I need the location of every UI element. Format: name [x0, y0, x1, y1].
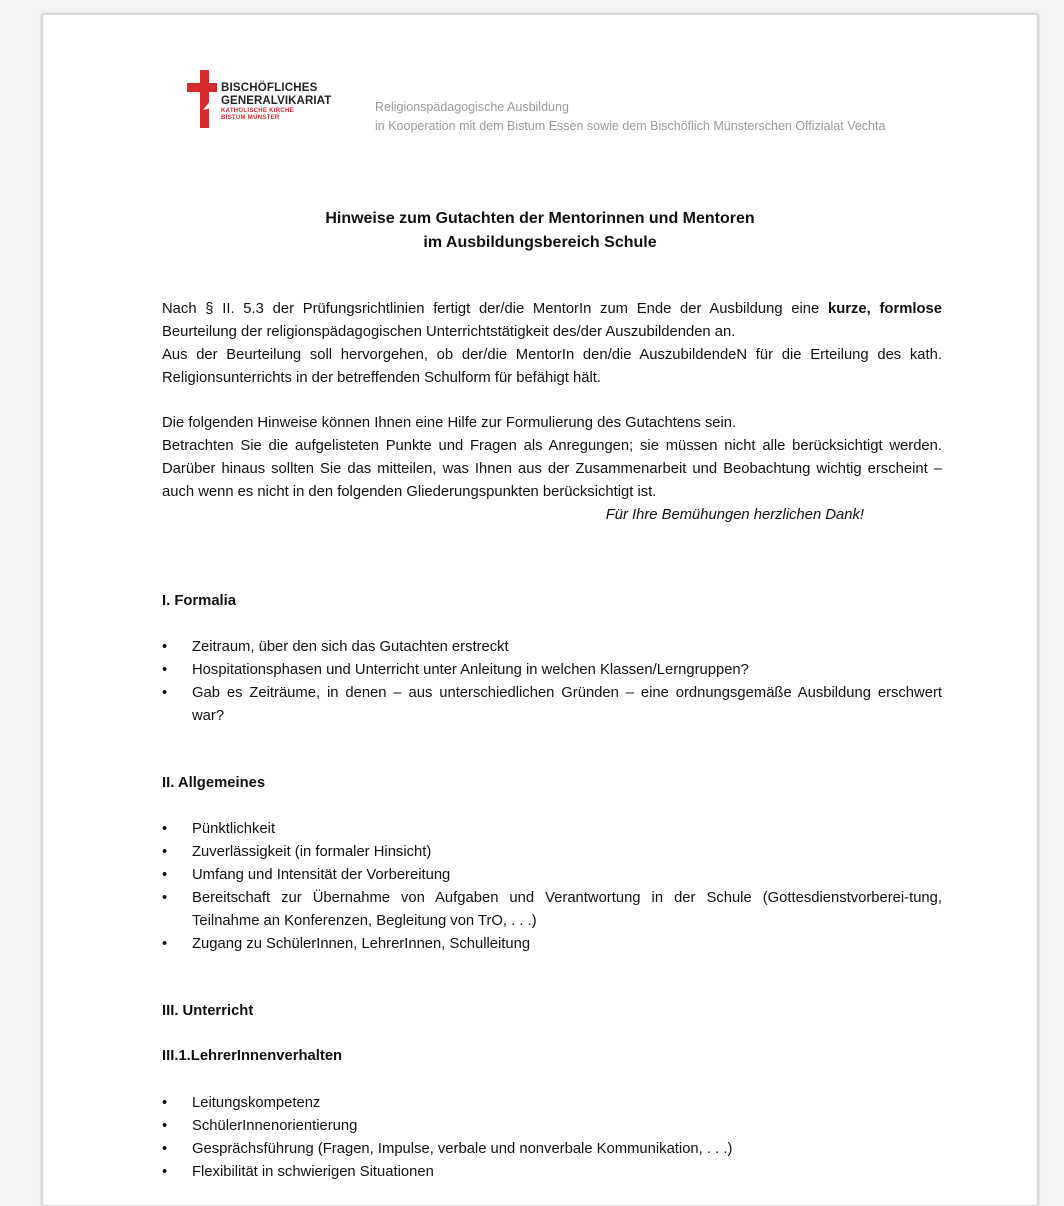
- intro-paragraph-1: [162, 298, 942, 344]
- header-line-1: Religionspädagogische Ausbildung: [375, 100, 569, 114]
- header-line-2: in Kooperation mit dem Bistum Essen sowie dem Bischöflich Münsterschen Offizialat Vechta: [375, 119, 886, 133]
- list-item-text: Pünktlichkeit: [192, 821, 276, 837]
- header-text: [375, 98, 885, 136]
- logo-line-4: BISTUM MÜNSTER: [221, 115, 280, 121]
- unterricht-list: [162, 1092, 942, 1184]
- section-heading-allgemeines: II. Allgemeines: [162, 775, 266, 791]
- list-item-text: Gab es Zeiträume, in denen – aus unterschiedlichen Gründen – eine ordnungsgemäße Ausbildung erschwert war?: [192, 685, 942, 724]
- list-item: [162, 1115, 942, 1138]
- list-item-text: SchülerInnenorientierung: [192, 1118, 358, 1134]
- bullet-icon: •: [162, 821, 168, 837]
- list-item-text: Umfang und Intensität der Vorbereitung: [192, 867, 451, 883]
- cross-icon: [187, 70, 221, 130]
- section-heading-unterricht: III. Unterricht: [162, 1003, 254, 1019]
- intro-paragraph-4: Betrachten Sie die aufgelisteten Punkte und Fragen als Anregungen; sie müssen nicht alle berücksichtigt werden. Darüber hinaus sollten Sie das mitteilen, was Ihnen aus der Zusammenarbeit und Beobachtung wichtig erscheint – auch wenn es nicht in den folgenden Gliederungspunkten berücksichtigt ist.: [162, 438, 942, 500]
- list-item: [162, 636, 942, 659]
- document-title: [43, 207, 1037, 255]
- list-item: [162, 1092, 942, 1115]
- list-item: [162, 1138, 942, 1161]
- title-line-2: im Ausbildungsbereich Schule: [423, 234, 657, 251]
- intro-p1-text-a: Nach § II. 5.3 der Prüfungsrichtlinien fertigt der/die MentorIn zum Ende der Ausbildung eine: [162, 301, 828, 317]
- list-item-text: Zugang zu SchülerInnen, LehrerInnen, Schulleitung: [192, 936, 531, 952]
- logo: [187, 70, 347, 130]
- list-item-text: Leitungskompetenz: [192, 1095, 321, 1111]
- bullet-icon: •: [162, 685, 168, 701]
- bullet-icon: •: [162, 890, 168, 906]
- logo-line-3: KATHOLISCHE KIRCHE: [221, 108, 294, 114]
- list-item: [162, 818, 942, 841]
- bullet-icon: •: [162, 844, 168, 860]
- list-item: [162, 682, 942, 728]
- bullet-icon: •: [162, 936, 168, 952]
- bullet-icon: •: [162, 867, 168, 883]
- list-item: [162, 841, 942, 864]
- bullet-icon: •: [162, 1095, 168, 1111]
- allgemeines-list: [162, 818, 942, 956]
- bullet-icon: •: [162, 639, 168, 655]
- list-item-text: Gesprächsführung (Fragen, Impulse, verbale und nonverbale Kommunikation, . . .): [192, 1141, 733, 1157]
- list-item: [162, 887, 942, 933]
- document-page: [42, 14, 1038, 1206]
- title-line-1: Hinweise zum Gutachten der Mentorinnen und Mentoren: [325, 210, 755, 227]
- intro-paragraph-2: Aus der Beurteilung soll hervorgehen, ob der/die MentorIn den/die AuszubildendeN für die Erteilung des kath. Religionsunterrichts in der betreffenden Schulform für befähigt hält.: [162, 347, 942, 386]
- bullet-icon: •: [162, 1141, 168, 1157]
- bullet-icon: •: [162, 1164, 168, 1180]
- formalia-list: [162, 636, 942, 728]
- list-item: [162, 1161, 942, 1184]
- subsection-heading-lehrerinnenverhalten: III.1.LehrerInnenverhalten: [162, 1048, 343, 1064]
- list-item-text: Zeitraum, über den sich das Gutachten erstreckt: [192, 639, 509, 655]
- logo-text: [221, 82, 331, 122]
- intro-p1-text-b: Beurteilung der religionspädagogischen Unterrichtstätigkeit des/der Auszubildenden an.: [162, 324, 736, 340]
- list-item-text: Flexibilität in schwierigen Situationen: [192, 1164, 434, 1180]
- list-item-text: Zuverlässigkeit (in formaler Hinsicht): [192, 844, 432, 860]
- bullet-icon: •: [162, 662, 168, 678]
- section-heading-formalia: I. Formalia: [162, 593, 237, 609]
- logo-line-1: BISCHÖFLICHES: [221, 82, 318, 94]
- intro-block-2: [162, 412, 942, 527]
- intro-p1-bold: kurze, formlose: [828, 301, 942, 317]
- bullet-icon: •: [162, 1118, 168, 1134]
- list-item: [162, 659, 942, 682]
- list-item: [162, 864, 942, 887]
- thanks-line: Für Ihre Bemühungen herzlichen Dank!: [605, 507, 864, 523]
- intro-paragraph-3: Die folgenden Hinweise können Ihnen eine Hilfe zur Formulierung des Gutachtens sein.: [162, 415, 737, 431]
- intro-block-1: [162, 298, 942, 390]
- list-item-text: Hospitationsphasen und Unterricht unter Anleitung in welchen Klassen/Lerngruppen?: [192, 662, 749, 678]
- logo-line-2: GENERALVIKARIAT: [221, 95, 332, 107]
- list-item-text: Bereitschaft zur Übernahme von Aufgaben und Verantwortung in der Schule (Gottesdienstvorberei-tung, Teilnahme an Konferenzen, Begleitung von TrO, . . .): [192, 890, 942, 929]
- list-item: [162, 933, 942, 956]
